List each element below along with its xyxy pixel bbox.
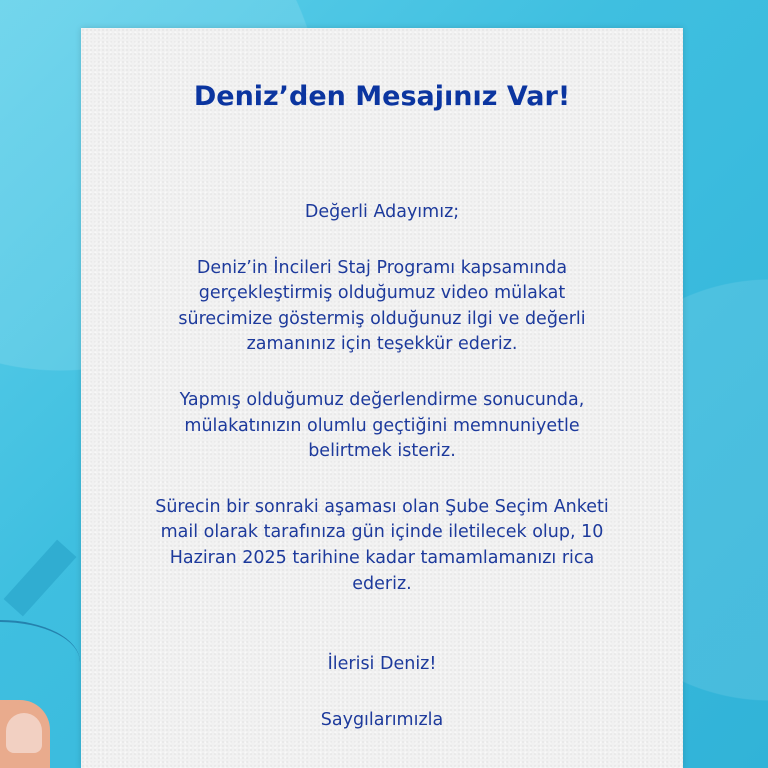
letter-body (91, 200, 673, 733)
paragraph-line: Haziran 2025 tarihine kadar tamamlamanızı rica (169, 547, 595, 568)
paragraph-line: Sürecin bir sonraki aşaması olan Şube Seçim Anketi (155, 496, 609, 517)
paragraph-line: sürecimize göstermiş olduğunuz ilgi ve değerli (178, 308, 586, 329)
motto: İlerisi Deniz! (327, 654, 437, 675)
letter-title: Deniz’den Mesajınız Var! (193, 81, 571, 112)
finger-nail (6, 713, 42, 753)
paragraph-line: gerçekleştirmiş olduğumuz video mülakat (198, 283, 566, 304)
paragraph-line: mail olarak tarafınıza gün içinde iletilecek olup, 10 (160, 522, 604, 543)
paragraph-line: Deniz’in İncileri Staj Programı kapsamında (196, 257, 568, 278)
paragraph-line: Yapmış olduğumuz değerlendirme sonucunda, (179, 389, 585, 410)
greeting: Değerli Adayımız; (304, 202, 460, 222)
background-arc (0, 620, 80, 662)
background-stripe (4, 540, 77, 617)
paragraph-line: zamanınız için teşekkür ederiz. (246, 334, 518, 355)
closing: Saygılarımızla (320, 709, 444, 730)
paragraph-line: ederiz. (352, 573, 412, 594)
letter-paper (81, 28, 683, 768)
paragraph-line: belirtmek isteriz. (308, 441, 456, 462)
paragraph-line: mülakatınızın olumlu geçtiğini memnuniyetle (184, 415, 580, 436)
